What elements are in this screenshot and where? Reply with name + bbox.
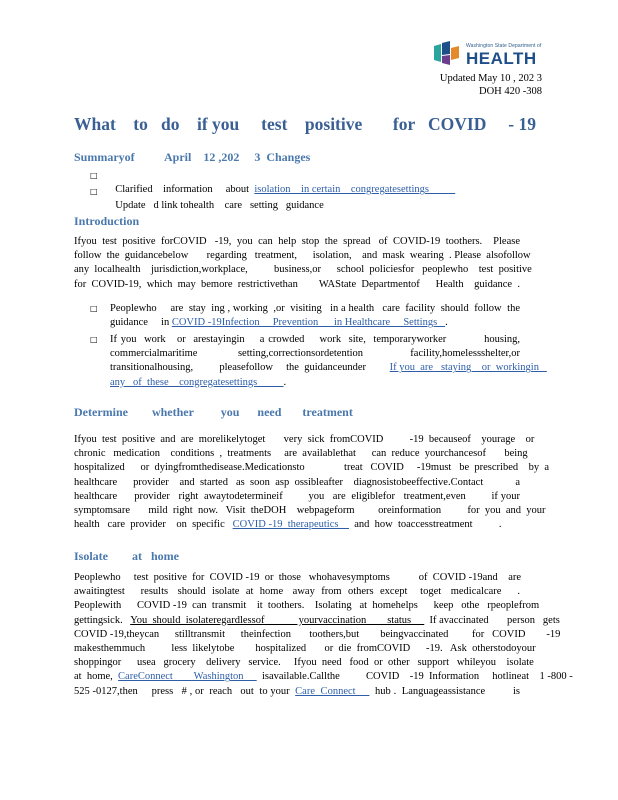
text-line: symptomsare mild right now. Visit theDOH webpageform oreinformation for you and your xyxy=(74,505,546,517)
summary-item-2: □ Update d link tohealth care setting guidance xyxy=(90,187,324,212)
text-line: Ifyou test positive and are morelikelytoget very sick fromCOVID -19 becauseof yourage or xyxy=(74,434,535,445)
text-line: any localhealth jurisdiction,workplace, business,or school policiesfor peoplewho test positive xyxy=(74,264,532,276)
bullet-icon: □ xyxy=(90,187,98,196)
healthcare-bullet: □ Peoplewho are stay ing , working ,or visiting in a health care facility should follow the guidance in COVID -19Infection Prevention in Healthcare Settings . xyxy=(90,303,520,329)
updated-date: Updated May 10 , 202 3 xyxy=(439,73,542,84)
introduction-heading: Introduction xyxy=(74,214,140,228)
bullet-icon: □ xyxy=(90,171,98,180)
bullet-icon: □ xyxy=(90,335,98,344)
isolate-paragraph xyxy=(74,571,573,699)
congregate-settings-link-cont[interactable]: any of these congregatesettings xyxy=(110,376,284,388)
doh-logo xyxy=(432,40,552,68)
covid-therapeutics-link[interactable]: COVID -19 therapeutics xyxy=(232,519,349,531)
text-line: at home, CareConnect Washington isavailable.Callthe COVID -19 Information hotlineat 1 -800 - xyxy=(74,671,573,683)
text-line: 525 -0127,then press # , or reach out to your Care Connect hub . Languageassistance is xyxy=(74,685,520,697)
isolation-congregate-link[interactable]: isolation in certain congregatesettings xyxy=(254,184,456,196)
careconnect-washington-link[interactable]: CareConnect Washington xyxy=(118,671,257,683)
treatment-paragraph xyxy=(74,433,550,532)
text-line: hospitalized or dyingfromthedisease.Medicationsto treat COVID -19must be prescribed by a xyxy=(74,462,550,474)
logo-wordmark: HEALTH xyxy=(466,49,537,68)
text-line: shoppingor usea grocery delivery service. Ifyou need food or other support whileyou isolate xyxy=(74,657,534,669)
logo-block-orange xyxy=(451,46,459,60)
logo-mark-icon xyxy=(432,40,462,66)
text-line: healthcare provider and started as soon asp ossibleafter diagnosistobeeffective.Contact a xyxy=(74,476,520,488)
text-line: gettingsick. You should isolateregardlessof yourvaccination status If avaccinated person gets xyxy=(74,614,560,626)
page-title: What to do if you test positive for COVID - 19 xyxy=(74,114,536,134)
care-connect-hub-link[interactable]: Care Connect xyxy=(295,685,370,697)
summary-heading: Summaryof April 12 ,202 3 Changes xyxy=(74,150,311,164)
text-line: makesthemmuch less likelytobe hospitalized or die fromCOVID -19. Ask otherstodoyour xyxy=(74,643,536,655)
summary-item-1: □ Clarified information about isolation in certain congregatesettings xyxy=(90,171,456,196)
treatment-heading: Determine whether you need treatment xyxy=(74,405,353,419)
covid-infection-prevention-link[interactable]: COVID -19Infection Prevention in Healthcare Settings xyxy=(171,317,446,329)
document-number: DOH 420 -308 xyxy=(479,86,542,97)
bullet-icon: □ xyxy=(90,304,98,313)
isolate-heading: Isolate at home xyxy=(74,549,179,563)
text-line: Peoplewith COVID -19 can transmit it toothers. Isolating at homehelps keep othe rpeoplefrom xyxy=(74,600,540,612)
text-line: COVID -19,theycan stilltransmit theinfection toothers,but beingvaccinated for COVID -19 xyxy=(74,628,561,640)
text-line: Peoplewho test positive for COVID -19 or those whohavesymptoms of COVID -19and are xyxy=(74,572,522,583)
text-line: health care provider on specific COVID -19 therapeutics and how toaccesstreatment . xyxy=(74,519,502,531)
text-line: for COVID-19, which may bemore restrictivethan WAState Departmentof Health guidance . xyxy=(74,278,520,290)
logo-agency-text: Washington State Department of xyxy=(466,43,542,49)
text-line: Ifyou test positive forCOVID -19, you can help stop the spread of COVID-19 toothers. Please xyxy=(74,236,520,247)
congregate-settings-link[interactable]: If you are staying or workingin xyxy=(389,362,547,374)
introduction-paragraph xyxy=(74,235,532,292)
text-line: chronic medication conditions , treatments are availablethat can reduce yourchancesof being xyxy=(74,448,528,460)
congregate-bullet: □ If you work or arestayingin a crowded work site, temporaryworker housing, commercialmaritime setting,correctionsordetention facility,homelessshelter,or transitionalhousing, pleasefollow the guidanceunder If you are staying or workingin any of these congregatesettings . xyxy=(90,334,547,388)
logo-block-purple xyxy=(442,55,450,65)
text-line: awaitingtest results should isolate at home away from others except toget medicalcare . xyxy=(74,586,520,598)
text-line: follow the guidancebelow regarding treatment, isolation, and mask wearing . Please alsofollow xyxy=(74,250,531,262)
text-line: healthcare provider right awaytodetermineif you are eligiblefor treatment,even if your xyxy=(74,490,520,502)
isolate-regardless-emphasis: You should isolateregardlessof yourvaccination status xyxy=(130,614,425,626)
logo-block-teal xyxy=(434,44,441,62)
logo-block-blue xyxy=(442,41,450,55)
